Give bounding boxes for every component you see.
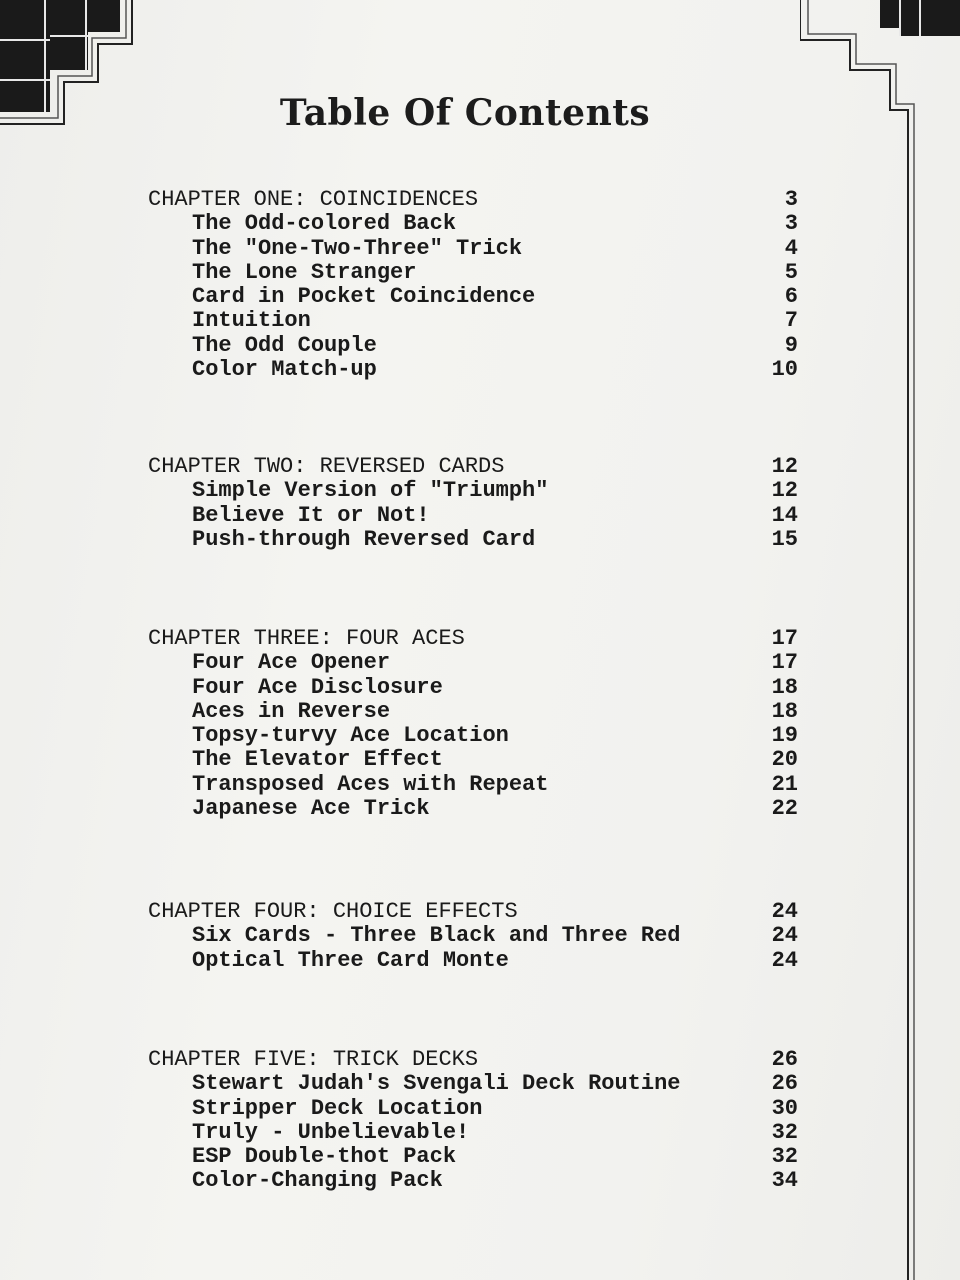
entry-title: ESP Double-thot Pack <box>192 1144 457 1170</box>
chapter-section <box>0 455 960 552</box>
page-number: 10 <box>771 357 798 383</box>
page-number: 17 <box>771 650 798 676</box>
chapter-heading <box>0 627 960 651</box>
page-number: 22 <box>771 796 798 822</box>
page-title: Table Of Contents <box>279 92 651 134</box>
toc-entry <box>0 285 960 309</box>
entry-title: The "One-Two-Three" Trick <box>192 235 523 261</box>
toc-entry <box>0 528 960 552</box>
toc-entry <box>0 949 960 973</box>
entry-title: Truly - Unbelievable! <box>192 1119 470 1145</box>
page-number: 15 <box>771 526 798 552</box>
chapter-title: CHAPTER THREE: FOUR ACES <box>148 626 465 651</box>
page-number: 3 <box>784 187 798 212</box>
page-number: 24 <box>771 947 798 973</box>
chapter-heading <box>0 455 960 479</box>
toc-entry <box>0 212 960 236</box>
page-number: 3 <box>784 211 798 237</box>
toc-entry <box>0 1145 960 1169</box>
toc-entry <box>0 309 960 333</box>
page-number: 14 <box>771 502 798 528</box>
toc-entry <box>0 1097 960 1121</box>
toc-entry <box>0 504 960 528</box>
entry-title: Stripper Deck Location <box>192 1095 483 1121</box>
chapter-section <box>0 1048 960 1194</box>
toc-entry <box>0 724 960 748</box>
entry-title: Stewart Judah's Svengali Deck Routine <box>192 1071 681 1097</box>
entry-title: Optical Three Card Monte <box>192 947 509 973</box>
toc-entry <box>0 700 960 724</box>
entry-title: Transposed Aces with Repeat <box>192 771 549 797</box>
page-number: 26 <box>771 1047 798 1072</box>
chapter-heading <box>0 1048 960 1072</box>
entry-title: Simple Version of "Triumph" <box>192 478 549 504</box>
entry-title: Four Ace Disclosure <box>192 674 443 700</box>
page-number: 34 <box>771 1168 798 1194</box>
page-number: 12 <box>771 454 798 479</box>
chapter-section <box>0 627 960 821</box>
entry-title: Topsy-turvy Ace Location <box>192 723 509 749</box>
page-number: 18 <box>771 674 798 700</box>
page-number: 4 <box>784 235 798 261</box>
chapter-title: CHAPTER FOUR: CHOICE EFFECTS <box>148 899 518 924</box>
page-number: 30 <box>771 1095 798 1121</box>
page-number: 6 <box>784 284 798 310</box>
page-number: 12 <box>771 478 798 504</box>
chapter-section <box>0 900 960 973</box>
toc-entry <box>0 237 960 261</box>
toc-entry <box>0 334 960 358</box>
chapter-title: CHAPTER ONE: COINCIDENCES <box>148 187 479 212</box>
chapter-heading <box>0 188 960 212</box>
entry-title: Intuition <box>192 308 311 334</box>
toc-entry <box>0 1121 960 1145</box>
entry-title: Aces in Reverse <box>192 698 391 724</box>
chapter-title: CHAPTER TWO: REVERSED CARDS <box>148 454 505 479</box>
toc-entry <box>0 1169 960 1193</box>
entry-title: Color Match-up <box>192 357 377 383</box>
page-number: 32 <box>771 1144 798 1170</box>
page-number: 18 <box>771 698 798 724</box>
page-number: 20 <box>771 747 798 773</box>
entry-title: The Lone Stranger <box>192 259 417 285</box>
chapter-title: CHAPTER FIVE: TRICK DECKS <box>148 1047 479 1072</box>
page-number: 19 <box>771 723 798 749</box>
toc-entry <box>0 773 960 797</box>
entry-title: Card in Pocket Coincidence <box>192 284 536 310</box>
toc-entry <box>0 797 960 821</box>
toc-entry <box>0 651 960 675</box>
entry-title: Push-through Reversed Card <box>192 526 536 552</box>
page-number: 5 <box>784 259 798 285</box>
entry-title: Color-Changing Pack <box>192 1168 443 1194</box>
entry-title: Japanese Ace Trick <box>192 796 430 822</box>
toc-entry <box>0 924 960 948</box>
chapter-section <box>0 188 960 382</box>
toc-entry <box>0 1072 960 1096</box>
entry-title: The Odd Couple <box>192 332 377 358</box>
toc-entry <box>0 676 960 700</box>
page-number: 9 <box>784 332 798 358</box>
page-number: 32 <box>771 1119 798 1145</box>
entry-title: The Odd-colored Back <box>192 211 457 237</box>
entry-title: Six Cards - Three Black and Three Red <box>192 923 681 949</box>
toc-entry <box>0 358 960 382</box>
page-number: 21 <box>771 771 798 797</box>
page-number: 24 <box>771 923 798 949</box>
page-number: 26 <box>771 1071 798 1097</box>
toc-entry <box>0 748 960 772</box>
page-number: 7 <box>784 308 798 334</box>
entry-title: Four Ace Opener <box>192 650 391 676</box>
page-number: 24 <box>771 899 798 924</box>
entry-title: The Elevator Effect <box>192 747 443 773</box>
toc-entry <box>0 479 960 503</box>
toc-entry <box>0 261 960 285</box>
chapter-heading <box>0 900 960 924</box>
page-number: 17 <box>771 626 798 651</box>
entry-title: Believe It or Not! <box>192 502 430 528</box>
